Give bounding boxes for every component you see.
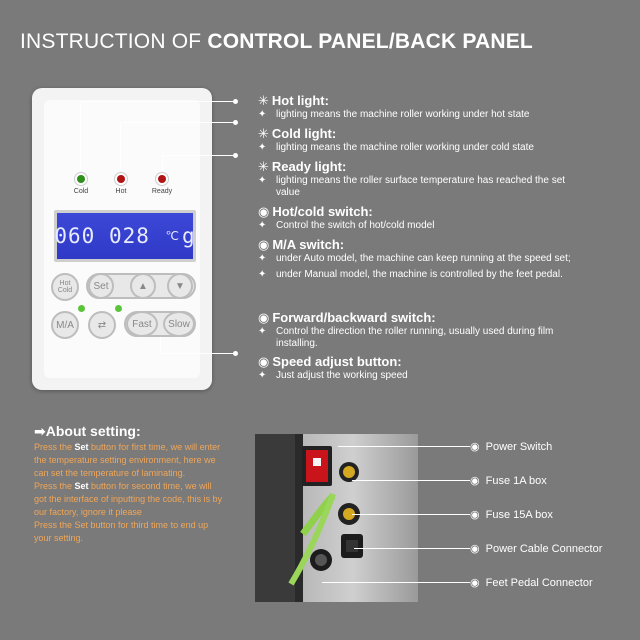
- desc-ma-text-1: under Auto model, the machine can keep running at the speed set;: [276, 253, 571, 264]
- desc-hot-light: [258, 93, 529, 121]
- desc-speed-heading: Speed adjust button:: [272, 354, 402, 369]
- label-fuse-15a: ◉ Fuse 15A box: [470, 509, 553, 521]
- callout-power-cable: [354, 548, 470, 549]
- desc-ready-light: [258, 159, 588, 199]
- label-feet-pedal: ◉ Feet Pedal Connector: [470, 577, 593, 589]
- cold-led: [74, 172, 88, 186]
- hot-cold-bottom-label: Cold: [57, 287, 73, 294]
- desc-hot-cold-switch: [258, 204, 434, 232]
- about-p2-pre: Press the: [34, 481, 75, 491]
- ready-led: [155, 172, 169, 186]
- desc-ready-text: lighting means the roller surface temperature has reached the set value: [276, 175, 566, 198]
- hot-led-label: Hot: [115, 188, 127, 195]
- slow-button-label: Slow: [168, 318, 190, 330]
- title-bold: CONTROL PANEL/BACK PANEL: [207, 30, 533, 53]
- forward-backward-button[interactable]: [88, 311, 116, 339]
- about-setting-heading: ➡About setting:: [34, 423, 141, 439]
- desc-ma-text-2: under Manual model, the machine is controlled by the feet pedal.: [276, 269, 563, 280]
- callout-cold-dot: [233, 120, 238, 125]
- callout-speed-v: [160, 337, 161, 353]
- circle-bullet-icon: ◉: [258, 237, 270, 252]
- callout-power-switch: [338, 446, 470, 447]
- desc-hot-heading: Hot light:: [271, 93, 329, 108]
- asterisk-icon: ✳: [258, 93, 269, 108]
- ma-indicator-led: [78, 305, 85, 312]
- circle-bullet-icon: ◉: [258, 310, 270, 325]
- desc-ma-heading: M/A switch:: [272, 237, 345, 252]
- bullet-icon: ✦: [258, 220, 267, 231]
- desc-cold-heading: Cold light:: [271, 126, 337, 141]
- set-button-label: Set: [93, 280, 109, 292]
- about-p1-set: Set: [74, 442, 89, 452]
- circle-bullet-icon: ◉: [470, 441, 480, 453]
- desc-forward-backward: [258, 310, 593, 350]
- back-panel-illustration: [255, 434, 418, 602]
- lcd-unit: ℃: [165, 229, 181, 243]
- about-p1-post: button for first time, we will enter the temperature setting environment, here we can set the temperature of laminating.: [34, 442, 221, 478]
- lcd-suffix: g: [182, 224, 196, 248]
- desc-speed-adjust: [258, 354, 408, 382]
- ma-button-label: M/A: [56, 319, 74, 331]
- bullet-icon: ✦: [258, 370, 267, 381]
- desc-fb-heading: Forward/backward switch:: [272, 310, 436, 325]
- asterisk-icon: ✳: [258, 159, 269, 174]
- about-p3: Press the Set button for third time to end up your setting.: [34, 520, 209, 543]
- desc-hotcold-text: Control the switch of hot/cold model: [276, 220, 435, 231]
- callout-hot-dot: [233, 99, 238, 104]
- callout-hot-v: [80, 101, 81, 171]
- ready-led-label: Ready: [151, 188, 173, 195]
- asterisk-icon: ✳: [258, 126, 269, 141]
- fast-button-label: Fast: [132, 318, 152, 330]
- title-light: INSTRUCTION OF: [20, 30, 208, 53]
- label-power-switch: ◉ Power Switch: [470, 441, 553, 453]
- desc-speed-text: Just adjust the working speed: [276, 370, 408, 381]
- down-button[interactable]: [167, 273, 193, 299]
- bullet-icon: ✦: [258, 326, 267, 337]
- hot-led: [114, 172, 128, 186]
- circle-bullet-icon: ◉: [470, 509, 480, 521]
- callout-fuse-15a: [352, 514, 470, 515]
- label-fuse-1a: ◉ Fuse 1A box: [470, 475, 547, 487]
- up-arrow-icon: ▲: [138, 280, 148, 292]
- desc-hot-text: lighting means the machine roller working under hot state: [276, 109, 530, 120]
- fast-button[interactable]: [126, 311, 158, 337]
- about-setting-body: [34, 441, 224, 545]
- callout-cold: [120, 122, 235, 123]
- hot-cold-button[interactable]: [51, 273, 79, 301]
- about-p1-pre: Press the: [34, 442, 75, 452]
- slow-button[interactable]: [163, 311, 195, 337]
- callout-hot: [80, 101, 235, 102]
- callout-feet-pedal: [322, 582, 470, 583]
- bullet-icon: ✦: [258, 109, 267, 120]
- desc-hotcold-heading: Hot/cold switch:: [272, 204, 373, 219]
- callout-cold-v: [120, 122, 121, 171]
- desc-fb-text: Control the direction the roller running, usually used during film installing.: [276, 326, 554, 349]
- callout-fuse-1a: [352, 480, 470, 481]
- hot-cold-top-label: Hot: [59, 280, 71, 287]
- callout-speed: [160, 353, 235, 354]
- up-button[interactable]: [130, 273, 156, 299]
- callout-ready: [162, 155, 235, 156]
- down-arrow-icon: ▼: [175, 280, 185, 292]
- bullet-icon: ✦: [258, 269, 267, 280]
- bullet-icon: ✦: [258, 175, 267, 186]
- cold-led-label: Cold: [73, 188, 89, 195]
- lcd-speed: 028: [108, 224, 150, 248]
- callout-speed-dot: [233, 351, 238, 356]
- about-p2-post: button for second time, we will got the interface of inputting the code, this is by our factory, ignore it please: [34, 481, 223, 517]
- desc-cold-light: [258, 126, 534, 154]
- circle-bullet-icon: ◉: [258, 204, 270, 219]
- callout-ready-dot: [233, 153, 238, 158]
- desc-ma-switch: [258, 237, 593, 281]
- lcd-display: [54, 210, 196, 262]
- circle-bullet-icon: ◉: [258, 354, 270, 369]
- direction-indicator-led: [115, 305, 122, 312]
- circle-bullet-icon: ◉: [470, 475, 480, 487]
- circle-bullet-icon: ◉: [470, 543, 480, 555]
- ma-button[interactable]: [51, 311, 79, 339]
- set-button[interactable]: [88, 273, 114, 299]
- callout-ready-v: [162, 155, 163, 171]
- circle-bullet-icon: ◉: [470, 577, 480, 589]
- lcd-set-temp: 060: [54, 224, 96, 248]
- desc-cold-text: lighting means the machine roller working under cold state: [276, 142, 534, 153]
- back-panel-photo: [255, 434, 418, 602]
- bullet-icon: ✦: [258, 142, 267, 153]
- desc-ready-heading: Ready light:: [271, 159, 347, 174]
- about-p2-set: Set: [74, 481, 89, 491]
- direction-icon: ⇄: [97, 319, 107, 331]
- page-title: [20, 30, 533, 54]
- label-power-cable: ◉ Power Cable Connector: [470, 543, 603, 555]
- bullet-icon: ✦: [258, 253, 267, 264]
